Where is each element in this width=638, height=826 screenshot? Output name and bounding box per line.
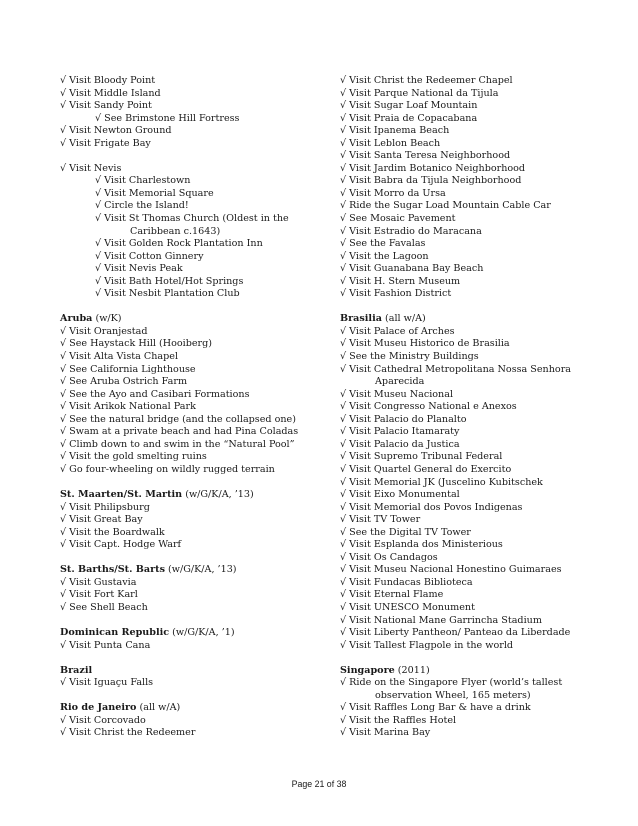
checklist-item: √ See Shell Beach <box>60 601 148 613</box>
checklist-item: √ Visit Leblon Beach <box>340 137 441 149</box>
spacer <box>340 301 602 314</box>
checklist-item: √ Visit Charlestown <box>95 175 191 187</box>
checklist-item: √ See Haystack Hill (Hooiberg) <box>60 338 213 350</box>
right-column <box>340 75 602 740</box>
checklist-item: √ Visit Nevis <box>60 162 122 174</box>
section-heading-rio-de-janeiro <box>60 702 322 715</box>
checklist-item: √ Visit Praia de Copacabana <box>340 112 478 124</box>
checklist-item: Caribbean c.1643) <box>130 225 221 237</box>
checklist-item: √ Visit National Mane Garrincha Stadium <box>340 614 542 626</box>
checklist-item: √ Visit Alta Vista Chapel <box>60 351 179 363</box>
checklist-item: √ Visit Nesbit Plantation Club <box>95 288 240 300</box>
checklist-item: √ Visit Os Candagos <box>340 551 438 563</box>
checklist-item: √ Visit Nevis Peak <box>95 263 183 275</box>
spacer <box>340 652 602 665</box>
checklist-item: √ Visit Liberty Pantheon/ Panteao da Liberdade <box>340 627 571 639</box>
checklist-item: √ Visit Santa Teresa Neighborhood <box>340 150 511 162</box>
checklist-item: √ Visit Fundacas Biblioteca <box>340 576 473 588</box>
checklist-item: √ Visit Jardim Botanico Neighborhood <box>340 162 526 174</box>
section-heading-note: (all w/A) <box>381 313 426 325</box>
checklist-item: √ See the Digital TV Tower <box>340 526 471 538</box>
section-heading-brazil <box>60 665 322 678</box>
checklist-item: √ Visit TV Tower <box>340 514 421 526</box>
checklist-item: √ Ride the Sugar Load Mountain Cable Car <box>340 200 551 212</box>
section-heading-st-maarten-st-martin <box>60 489 322 502</box>
checklist-item: √ Visit Fashion District <box>340 288 452 300</box>
spacer <box>60 652 322 665</box>
checklist-item: √ Visit Raffles Long Bar & have a drink <box>340 702 531 714</box>
section-heading-title: Rio de Janeiro <box>60 702 137 714</box>
checklist-item: √ Visit Gustavia <box>60 576 137 588</box>
checklist-item: √ Visit Punta Cana <box>60 639 151 651</box>
checklist-item: √ Visit Middle Island <box>60 87 161 99</box>
section-heading-title: St. Maarten/St. Martin <box>60 489 183 501</box>
checklist-item: √ Visit Sugar Loaf Mountain <box>340 100 478 112</box>
checklist-item: √ Visit Museu Nacional <box>340 388 454 400</box>
checklist-item: √ Visit Ipanema Beach <box>340 125 450 137</box>
checklist-item: observation Wheel, 165 meters) <box>375 689 531 701</box>
section-heading-title: Singapore <box>340 664 395 676</box>
checklist-item: √ Visit Memorial dos Povos Indigenas <box>340 501 523 513</box>
checklist-item: √ Climb down to and swim in the “Natural Pool” <box>60 438 295 450</box>
checklist-item: √ Ride on the Singapore Flyer (world’s tallest <box>340 677 563 689</box>
checklist-item: √ See California Lighthouse <box>60 363 196 375</box>
spacer <box>60 615 322 628</box>
checklist-item: √ Visit Iguaçu Falls <box>60 677 154 689</box>
checklist-item: √ Visit Oranjestad <box>60 325 148 337</box>
checklist-item: √ Visit Memorial Square <box>95 187 214 199</box>
section-heading-title: Dominican Republic <box>60 627 170 639</box>
checklist-item: √ Visit the Lagoon <box>340 250 429 262</box>
checklist-item: √ Visit St Thomas Church (Oldest in the <box>95 213 289 225</box>
section-heading-singapore <box>340 665 602 678</box>
checklist-item: √ See the natural bridge (and the collapsed one) <box>60 413 296 425</box>
checklist-item: √ Visit Palace of Arches <box>340 325 455 337</box>
checklist-item: √ Visit Christ the Redeemer <box>60 727 196 739</box>
checklist-item: √ Visit Frigate Bay <box>60 137 151 149</box>
checklist-item: √ Visit Museu Historico de Brasilia <box>340 338 510 350</box>
checklist-item: √ See the Ministry Buildings <box>340 351 479 363</box>
section-heading-title: St. Barths/St. Barts <box>60 564 165 576</box>
checklist-item: √ Visit Capt. Hodge Warf <box>60 539 182 551</box>
checklist-item: √ Visit Arikok National Park <box>60 401 196 413</box>
checklist-item: √ Swam at a private beach and had Pina Coladas <box>60 426 299 438</box>
checklist-item: √ See Aruba Ostrich Farm <box>60 376 188 388</box>
section-heading-note: (all w/A) <box>136 702 181 714</box>
checklist-item: √ Visit Marina Bay <box>340 727 431 739</box>
checklist-item: √ Visit Museu Nacional Honestino Guimaraes <box>340 564 562 576</box>
section-heading-st-barths-st-barts <box>60 564 322 577</box>
section-heading-note: (w/G/K/A, ’13) <box>182 489 254 501</box>
checklist-item: √ Visit the Boardwalk <box>60 526 165 538</box>
left-column <box>60 75 322 740</box>
spacer <box>60 150 322 163</box>
checklist-item: √ Visit Palacio Itamaraty <box>340 426 460 438</box>
checklist-item: √ Visit Palacio do Planalto <box>340 413 467 425</box>
section-heading-title: Brasilia <box>340 313 382 325</box>
checklist-item: √ Visit Eixo Monumental <box>340 489 460 501</box>
checklist-item: √ Visit Newton Ground <box>60 125 172 137</box>
checklist-item: √ Visit Philipsburg <box>60 501 150 513</box>
section-heading-title: Brazil <box>60 664 93 676</box>
checklist-item: √ Visit Morro da Ursa <box>340 187 446 199</box>
section-heading-aruba <box>60 313 322 326</box>
checklist-item: √ Visit the gold smelting ruins <box>60 451 207 463</box>
checklist-item: √ Visit Eternal Flame <box>340 589 444 601</box>
checklist-item: √ Visit Christ the Redeemer Chapel <box>340 75 513 86</box>
checklist-item: √ See the Ayo and Casibari Formations <box>60 388 250 400</box>
checklist-item: √ See Mosaic Pavement <box>340 213 456 225</box>
checklist-item: √ Visit Parque National da Tijula <box>340 87 499 99</box>
checklist-item: √ Visit Guanabana Bay Beach <box>340 263 484 275</box>
checklist-item: √ Visit the Raffles Hotel <box>340 714 457 726</box>
checklist-item: √ Visit UNESCO Monument <box>340 601 475 613</box>
checklist-item: √ Visit Palacio da Justica <box>340 438 460 450</box>
checklist-item: √ Visit Congresso National e Anexos <box>340 401 517 413</box>
section-heading-brasilia <box>340 313 602 326</box>
checklist-item: √ Visit Fort Karl <box>60 589 138 601</box>
page-number: Page 21 of 38 <box>291 779 347 789</box>
checklist-item: √ Circle the Island! <box>95 200 189 212</box>
checklist-item: √ Visit Babra da Tijula Neighborhood <box>340 175 522 187</box>
spacer <box>60 552 322 565</box>
checklist-item: √ Visit Golden Rock Plantation Inn <box>95 238 263 250</box>
checklist-item: √ See the Favalas <box>340 238 426 250</box>
checklist-item: √ Visit Sandy Point <box>60 100 152 112</box>
spacer <box>60 690 322 703</box>
checklist-item: √ Visit Corcovado <box>60 714 146 726</box>
checklist-item: √ Visit Tallest Flagpole in the world <box>340 639 514 651</box>
checklist-item: √ Visit Cathedral Metropolitana Nossa Senhora <box>340 363 571 375</box>
checklist-item: √ Visit H. Stern Museum <box>340 275 461 287</box>
section-heading-note: (w/G/K/A, ’1) <box>169 627 235 639</box>
section-heading-note: (w/K) <box>92 313 122 325</box>
section-heading-note: (w/G/K/A, ’13) <box>164 564 237 576</box>
checklist-item: √ Visit Great Bay <box>60 514 143 526</box>
checklist-item: √ Visit Quartel General do Exercito <box>340 463 512 475</box>
checklist-item: Aparecida <box>375 376 425 388</box>
page-footer <box>0 779 638 789</box>
section-heading-note: (2011) <box>394 664 430 676</box>
checklist-item: √ Visit Memorial JK (Juscelino Kubitschek <box>340 476 543 488</box>
section-heading-title: Aruba <box>60 313 93 325</box>
checklist-item: √ Visit Estradio do Maracana <box>340 225 482 237</box>
checklist-item: √ Visit Supremo Tribunal Federal <box>340 451 503 463</box>
checklist-item: √ Visit Esplanda dos Ministerious <box>340 539 503 551</box>
checklist-item: √ Go four-wheeling on wildly rugged terrain <box>60 463 275 475</box>
spacer <box>60 301 322 314</box>
spacer <box>60 477 322 490</box>
checklist-item: √ Visit Cotton Ginnery <box>95 250 204 262</box>
checklist-item: √ Visit Bloody Point <box>60 75 156 86</box>
checklist-item: √ See Brimstone Hill Fortress <box>95 112 240 124</box>
section-heading-dominican-republic <box>60 627 322 640</box>
checklist-item: √ Visit Bath Hotel/Hot Springs <box>95 275 244 287</box>
